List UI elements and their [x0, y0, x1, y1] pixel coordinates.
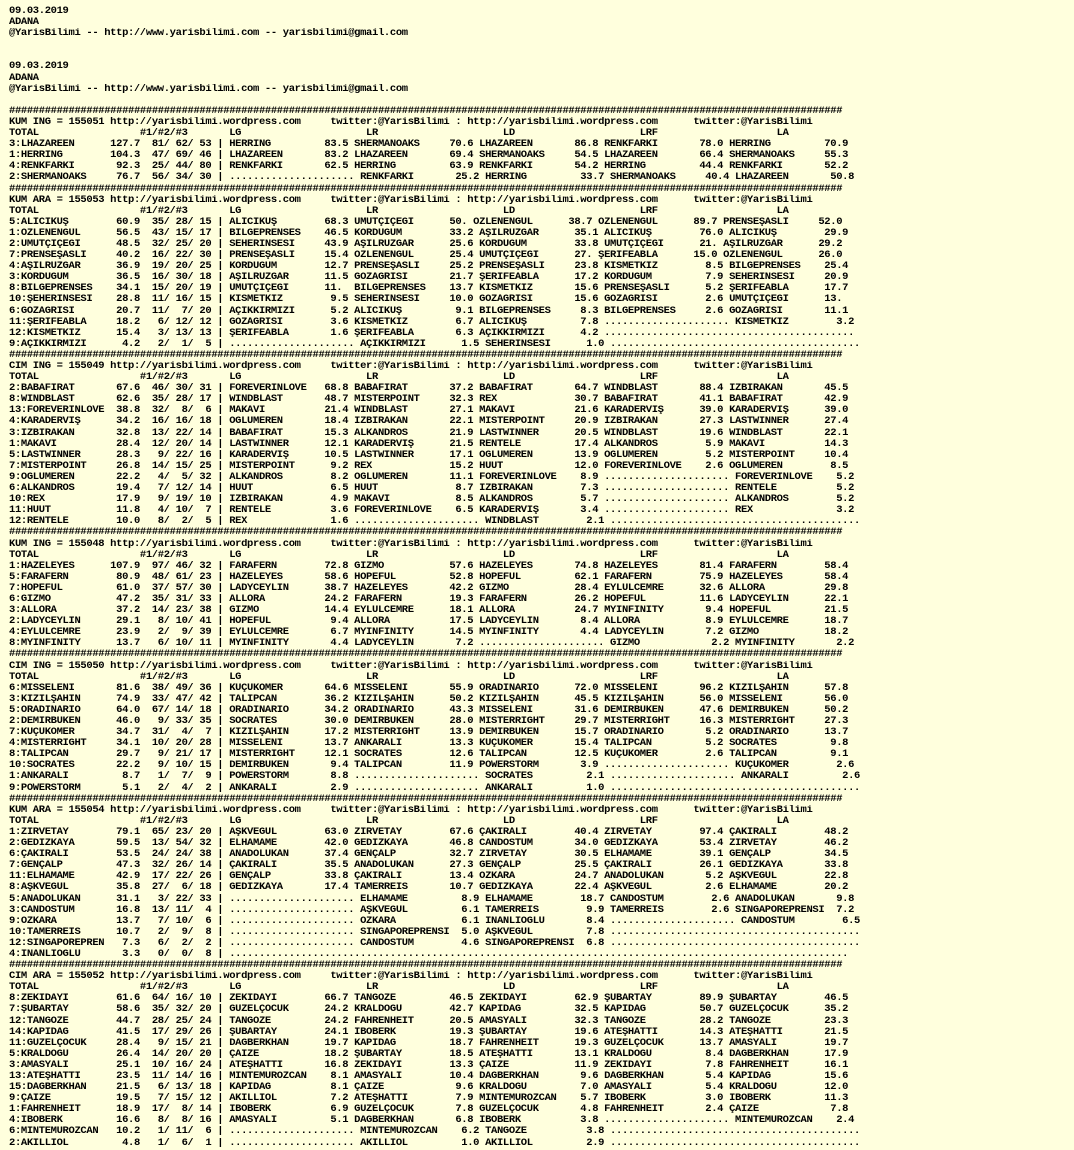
result-row: 3:İZBİRAKAN 32.8 13/ 22/ 14 | BABAFIRAT 15.3 ALKANDROS 21.9 LASTWINNER 20.5 WINDBLAST 19.6 WINDBLAST 22.1 [9, 427, 849, 439]
separator-line: ############################################################################################################################################ [9, 105, 843, 117]
race-section [9, 350, 1069, 528]
result-row: 10:ŞEHERİNSESİ 28.8 11/ 16/ 15 | KISMETKİZ 9.5 SEHERİNSESİ 10.0 GÖZAGRISI 15.6 GÖZAGRISI 2.6 UMUTÇİÇEĞİ 13. [9, 294, 843, 306]
result-row: 6:MISSELENİ 81.6 38/ 49/ 36 | KÜÇÜKÖMER 64.6 MISSELENİ 55.9 ORADINARIO 72.0 MISSELENİ 96.2 KIZILŞAHİN 57.8 [9, 682, 849, 694]
race-title: CIM ING = 155050 http://yarisbilimi.wordpress.com twitter:@YarisBilimi : http://yarisbilimi.wordpress.com twitter:@YarisBilimi [9, 660, 813, 672]
separator-line: ############################################################################################################################################ [9, 960, 843, 972]
separator-line: ############################################################################################################################################ [9, 649, 843, 661]
result-row: 4:İBOBERK 16.6 8/ 8/ 16 | AMASYALI 5.1 DAĞBERKHAN 6.8 İBOBERK 3.8 ..................... MİNTEMURÖZCAN 2.4 [9, 1115, 855, 1127]
column-header-row: TOTAL #1/#2/#3 LG LR LD LRF LA [9, 128, 789, 140]
result-row: 3:AMASYALI 25.1 10/ 16/ 24 | ATEŞHATTI 16.8 ZEKİDAYI 13.3 ÇAİZE 11.9 ZEKİDAYI 7.8 FAHRENHEİT 16.1 [9, 1059, 849, 1071]
result-row: 8:ZEKİDAYI 61.6 64/ 16/ 10 | ZEKİDAYI 66.7 TANGOZE 46.5 ZEKİDAYI 62.9 ŞUBARTAY 89.9 ŞUBARTAY 46.5 [9, 993, 849, 1005]
result-row: 4:KARADERVİŞ 34.2 16/ 16/ 18 | OGLUMEREN 18.4 İZBİRAKAN 22.1 MISTERPOINT 20.9 İZBİRAKAN 27.3 LASTWINNER 27.4 [9, 416, 849, 428]
header-line [9, 39, 1069, 50]
result-row: 4:MİSTERRIGHT 34.1 10/ 20/ 28 | MISSELENİ 13.7 ANKARALI 13.3 KÜÇÜKÖMER 15.4 TALİPCAN 5.2 SOCRATES 9.8 [9, 738, 849, 750]
result-row: 7:HOPEFUL 61.0 37/ 57/ 30 | LADYCEYLİN 38.7 HAZELEYES 42.2 GİZMO 28.4 EYLÜLCEMRE 32.6 ALLORA 29.8 [9, 582, 849, 594]
result-row: 9:POWERSTORM 5.1 2/ 4/ 2 | ANKARALI 2.9 ..................... ANKARALI 1.0 .......................................... [9, 782, 860, 794]
header-line: @YarisBilimi -- http://www.yarisbilimi.com -- yarisbilimi@gmail.com [9, 28, 408, 40]
header-line: ADANA [9, 17, 39, 29]
result-row: 4:RENKFARKI 92.3 25/ 44/ 80 | RENKFARKI 62.5 HERRING 63.9 RENKFARKI 54.2 HERRING 44.4 RENKFARKI 52.2 [9, 161, 849, 173]
race-section [9, 649, 1069, 793]
result-row: 10:REX 17.9 9/ 19/ 10 | İZBİRAKAN 4.9 MAKAVI 8.5 ALKANDROS 5.7 ..................... ALKANDROS 5.2 [9, 494, 855, 506]
result-row: 5:ANADOLUKAN 31.1 3/ 22/ 33 | ..................... ELHAMAME 8.9 ELHAMAME 18.7 CANDOSTUM 2.6 ANADOLUKAN 9.8 [9, 893, 855, 905]
result-row: 1:ZİRVETAY 79.1 65/ 23/ 20 | AŞKVEGÜL 63.0 ZİRVETAY 67.6 ÇAKIRALİ 40.4 ZİRVETAY 97.4 ÇAKIRALİ 48.2 [9, 826, 849, 838]
result-row: 1:HERRING 104.3 47/ 69/ 46 | LHAZAREEN 83.2 LHAZAREEN 69.4 SHERMANOAKS 54.5 LHAZAREEN 66.4 SHERMANOAKS 55.3 [9, 150, 849, 162]
result-row: 8:WINDBLAST 62.6 35/ 28/ 17 | WINDBLAST 48.7 MISTERPOINT 32.3 REX 30.7 BABAFIRAT 41.1 BABAFIRAT 42.9 [9, 394, 849, 406]
column-header-row: TOTAL #1/#2/#3 LG LR LD LRF LA [9, 982, 789, 994]
result-row: 13:ATEŞHATTI 23.5 11/ 14/ 16 | MİNTEMURÖZCAN 8.1 AMASYALI 10.4 DAĞBERKHAN 9.6 DAGBERKHAN 5.4 KAPIDAG 15.6 [9, 1071, 849, 1082]
race-section [9, 184, 1069, 350]
result-row: 10:TAMERREİS 10.7 2/ 9/ 8 | ..................... SİNGAPOREPRENSİ 5.0 AŞKVEGÜL 7.8 .......................................... [9, 926, 860, 938]
result-row: 12:RENTELE 10.0 8/ 2/ 5 | REX 1.6 ..................... WINDBLAST 2.1 .......................................... [9, 516, 860, 528]
result-row: 7:ŞUBARTAY 58.6 35/ 32/ 20 | GÜZELÇOCUK 24.2 KRALDOGU 42.7 KAPIDAG 32.5 KAPIDAĞ 50.7 GÜZELÇOCUK 35.2 [9, 1004, 849, 1016]
race-section [9, 527, 1069, 649]
column-header-row: TOTAL #1/#2/#3 LG LR LD LRF LA [9, 205, 789, 217]
column-header-row: TOTAL #1/#2/#3 LG LR LD LRF LA [9, 372, 789, 384]
separator-line: ############################################################################################################################################ [9, 527, 843, 539]
header-line: @YarisBilimi -- http://www.yarisbilimi.com -- yarisbilimi@gmail.com [9, 83, 408, 95]
result-row: 11:HUUT 11.8 4/ 10/ 7 | RENTELE 3.6 FOREVERINLOVE 6.5 KARADERVİŞ 3.4 ..................... REX 3.2 [9, 505, 855, 517]
header-line [9, 50, 1069, 61]
result-row: 2:LADYCEYLİN 29.1 8/ 10/ 41 | HOPEFUL 9.4 ALLORA 17.5 LADYCEYLİN 8.4 ALLORA 8.9 EYLÜLCEMRE 18.7 [9, 616, 849, 628]
report-header [9, 6, 1069, 106]
race-title: KUM ARA = 155053 http://yarisbilimi.wordpress.com twitter:@YarisBilimi : http://yarisbilimi.wordpress.com twitter:@YarisBilimi [9, 194, 813, 206]
result-row: 11:ŞERİFEABLA 18.2 6/ 12/ 12 | GÖZAGRISI 3.6 KISMETKİZ 6.7 ALICIKUŞ 7.8 ..................... KISMETKİZ 3.2 [9, 316, 855, 328]
separator-line: ############################################################################################################################################ [9, 183, 843, 195]
result-row: 11:ELHAMAME 42.9 17/ 22/ 26 | GENÇALP 33.8 ÇAKIRALİ 13.4 ÖZKARA 24.7 ANADOLUKAN 5.2 AŞKVEGÜL 22.8 [9, 871, 849, 883]
result-row: 5:KRALDOGU 26.4 14/ 20/ 20 | ÇAİZE 18.2 ŞUBARTAY 18.5 ATEŞHATTI 13.1 KRALDOĞU 8.4 DAĞBERKHAN 17.9 [9, 1048, 849, 1060]
result-row: 2:SHERMANOAKS 76.7 56/ 34/ 30 | ..................... RENKFARKI 25.2 HERRING 33.7 SHERMANOAKS 40.4 LHAZAREEN 50.8 [9, 172, 855, 184]
race-section [9, 106, 1069, 184]
result-row: 12:SİNGAPOREPREN 7.3 6/ 2/ 2 | ..................... CANDOSTUM 4.6 SİNGAPOREPRENSİ 6.8 .......................................... [9, 937, 860, 949]
result-row: 7:GENÇALP 47.3 32/ 26/ 14 | ÇAKIRALİ 35.5 ANADOLUKAN 27.3 GENÇALP 25.5 ÇAKIRALİ 26.1 GEDİZKAYA 33.8 [9, 860, 849, 872]
result-row: 3:LHAZAREEN 127.7 81/ 62/ 53 | HERRING 83.5 SHERMANOAKS 70.6 LHAZAREEN 86.8 RENKFARKI 78.0 HERRING 70.9 [9, 139, 849, 151]
result-row: 8:TALİPCAN 29.7 9/ 21/ 17 | MİSTERRIGHT 12.1 SOCRATES 12.6 TALİPCAN 12.5 KÜÇÜKÖMER 2.6 TALİPCAN 9.1 [9, 749, 849, 761]
result-row: 9:ÖZKARA 13.7 7/ 10/ 6 | ..................... ÖZKARA 6.1 İNANLIOĞLU 8.4 ..................... CANDOSTUM 6.5 [9, 915, 860, 927]
result-row: 12:TANGOZE 44.7 28/ 25/ 24 | TANGOZE 24.2 FAHRENHEİT 20.5 AMASYALI 32.3 TANGOZE 28.2 TANGOZE 23.3 [9, 1015, 849, 1027]
separator-line: ############################################################################################################################################ [9, 349, 843, 361]
race-title: KUM ING = 155048 http://yarisbilimi.wordpress.com twitter:@YarisBilimi : http://yarisbilimi.wordpress.com twitter:@YarisBilimi [9, 538, 813, 550]
result-row: 14:KAPIDAG 41.5 17/ 29/ 26 | ŞUBARTAY 24.1 İBOBERK 19.3 ŞUBARTAY 19.6 ATEŞHATTI 14.3 ATEŞHATTI 21.5 [9, 1026, 849, 1038]
result-row: 5:FARAFERN 80.9 48/ 61/ 23 | HAZELEYES 58.6 HOPEFUL 52.8 HOPEFUL 62.1 FARAFERN 75.9 HAZELEYES 58.4 [9, 571, 849, 583]
result-row: 6:MİNTEMURÖZCAN 10.2 1/ 11/ 6 | ..................... MİNTEMURÖZCAN 6.2 TANGOZE 3.8 .......................................... [9, 1126, 860, 1138]
result-row: 3:KIZILŞAHİN 74.9 33/ 47/ 42 | TALİPCAN 36.2 KIZILŞAHİN 50.2 KIZILŞAHİN 45.5 KIZILŞAHİN 56.0 MISSELENİ 56.0 [9, 693, 849, 705]
header-line: 09.03.2019 [9, 61, 69, 73]
result-row: 3:CANDOSTUM 16.8 13/ 11/ 4 | ..................... AŞKVEGÜL 6.1 TAMERREİS 9.9 TAMERREİS 2.6 SİNGAPOREPRENSİ 7.2 [9, 904, 855, 916]
column-header-row: TOTAL #1/#2/#3 LG LR LD LRF LA [9, 815, 789, 827]
result-row: 1:MAKAVI 28.4 12/ 20/ 14 | LASTWINNER 12.1 KARADERVİŞ 21.5 RENTELE 17.4 ALKANDROS 5.9 MAKAVI 14.3 [9, 438, 849, 450]
result-row: 6:GÖZAGRISI 20.7 11/ 7/ 20 | AÇIKKIRMIZI 5.2 ALICIKUŞ 9.1 BİLGEPRENSES 8.3 BİLGEPRENSES 2.6 GÖZAGRISI 11.1 [9, 305, 849, 317]
result-row: 7:MISTERPOINT 26.8 14/ 15/ 25 | MISTERPOINT 9.2 REX 15.2 HUUT 12.0 FOREVERINLOVE 2.6 OGLUMEREN 8.5 [9, 460, 849, 472]
header-line [9, 95, 1069, 106]
column-header-row: TOTAL #1/#2/#3 LG LR LD LRF LA [9, 549, 789, 561]
result-row: 4:AŞILRÜZGAR 36.9 19/ 20/ 25 | KORDÜĞÜM 12.7 PRENSEŞASLI 25.2 PRENSEŞASLI 23.8 KISMETKİZ 8.5 BİLGEPRENSES 25.4 [9, 261, 849, 273]
result-row: 13:FOREVERINLOVE 38.8 32/ 8/ 6 | MAKAVI 21.4 WINDBLAST 27.1 MAKAVI 21.6 KARADERVİŞ 39.0 KARADERVİŞ 39.0 [9, 405, 849, 417]
result-row: 5:LASTWINNER 28.3 9/ 22/ 16 | KARADERVİŞ 10.5 LASTWINNER 17.1 OGLUMEREN 13.9 OGLUMEREN 5.2 MISTERPOINT 10.4 [9, 449, 849, 461]
column-header-row: TOTAL #1/#2/#3 LG LR LD LRF LA [9, 671, 789, 683]
race-section [9, 794, 1069, 960]
result-row: 8:AŞKVEGÜL 35.8 27/ 6/ 18 | GEDİZKAYA 17.4 TAMERREİS 10.7 GEDİZKAYA 22.4 AŞKVEGÜL 2.6 ELHAMAME 20.2 [9, 882, 849, 894]
result-row: 5:ORADİNARIO 64.0 67/ 14/ 18 | ORADINARIO 34.2 ORADİNARIO 43.3 MISSELENİ 31.6 DEMİRBÜKEN 47.6 DEMİRBÜKEN 50.2 [9, 704, 849, 716]
result-row: 3:KORDÜĞÜM 36.5 16/ 30/ 18 | AŞILRÜZGAR 11.5 GÖZAGRISI 21.7 ŞERİFEABLA 17.2 KORDÜĞÜM 7.9 SEHERİNSESİ 20.9 [9, 272, 849, 284]
race-sections [9, 106, 1069, 1149]
separator-line: ############################################################################################################################################ [9, 793, 843, 805]
result-row: 2:BABAFIRAT 67.6 46/ 30/ 31 | FOREVERINLOVE 68.8 BABAFIRAT 37.2 BABAFIRAT 64.7 WINDBLAST 88.4 İZBİRAKAN 45.5 [9, 383, 849, 395]
result-row: 5:ALICIKUŞ 60.9 35/ 28/ 15 | ALICIKUŞ 68.3 UMUTÇİÇEĞİ 50. ÖZLENENGÜL 38.7 ÖZLENENGÜL 89.7 PRENSEŞASLI 52.0 [9, 216, 843, 228]
result-row: 9:ÇAİZE 19.5 7/ 15/ 12 | AKILLIOL 7.2 ATEŞHATTI 7.9 MİNTEMURÖZCAN 5.7 İBOBERK 3.0 İBOBERK 11.3 [9, 1093, 849, 1105]
result-row: 6:GİZMO 47.2 35/ 31/ 33 | ALLORA 24.2 FARAFERN 19.3 FARAFERN 26.2 HOPEFUL 11.6 LADYCEYLİN 22.1 [9, 593, 849, 605]
result-row: 2:UMUTÇİÇEĞİ 48.5 32/ 25/ 20 | SEHERİNSESİ 43.9 AŞILRÜZGAR 25.6 KORDÜĞÜM 33.8 UMUTÇİÇEĞİ 21. AŞILRÜZGAR 29.2 [9, 238, 843, 250]
result-row: 8:MYINFINITY 13.7 6/ 10/ 11 | MYINFINITY 4.4 LADYCEYLİN 7.2 ..................... GİZMO 2.2 MYINFINITY 2.2 [9, 638, 855, 650]
result-row: 7:PRENSEŞASLI 40.2 16/ 22/ 30 | PRENSEŞASLI 15.4 ÖZLENENGÜL 25.4 UMUTÇİÇEĞİ 27. ŞERİFEABLA 15.0 ÖZLENENGÜL 26.0 [9, 250, 843, 262]
result-row: 1:ÖZLENENGÜL 56.5 43/ 15/ 17 | BİLGEPRENSES 46.5 KORDÜĞÜM 33.2 AŞILRÜZGAR 35.1 ALICIKUŞ 76.0 ALICIKUŞ 29.9 [9, 227, 849, 239]
result-row: 2:AKILLIOL 4.8 1/ 6/ 1 | ..................... AKILLIOL 1.0 AKILLIOL 2.9 .......................................... [9, 1137, 860, 1149]
result-row: 11:GÜZELÇOCUK 28.4 9/ 15/ 21 | DAĞBERKHAN 19.7 KAPIDAG 18.7 FAHRENHEİT 19.3 GÜZELÇOCUK 13.7 AMASYALI 19.7 [9, 1037, 849, 1049]
result-row: 3:ALLORA 37.2 14/ 23/ 38 | GİZMO 14.4 EYLÜLCEMRE 18.1 ALLORA 24.7 MYINFINITY 9.4 HOPEFUL 21.5 [9, 605, 849, 617]
result-row: 4:EYLÜLCEMRE 23.9 2/ 9/ 39 | EYLÜLCEMRE 6.7 MYINFINITY 14.5 MYINFINITY 4.4 LADYCEYLİN 7.2 GİZMO 18.2 [9, 627, 849, 639]
result-row: 15:DAĞBERKHAN 21.5 6/ 13/ 18 | KAPIDAG 8.1 ÇAİZE 9.6 KRALDOGU 7.0 AMASYALI 5.4 KRALDOGU 12.0 [9, 1082, 849, 1094]
result-row: 12:KISMETKİZ 15.4 3/ 13/ 13 | ŞERİFEABLA 1.6 ŞERİFEABLA 6.3 AÇIKKIRMIZI 4.2 .......................................... [9, 327, 855, 339]
race-title: CIM ARA = 155052 http://yarisbilimi.wordpress.com twitter:@YarisBilimi : http://yarisbilimi.wordpress.com twitter:@YarisBilimi [9, 971, 813, 983]
race-title: CIM ING = 155049 http://yarisbilimi.wordpress.com twitter:@YarisBilimi : http://yarisbilimi.wordpress.com twitter:@YarisBilimi [9, 361, 813, 372]
race-section [9, 960, 1069, 1149]
result-row: 2:GEDİZKAYA 59.5 13/ 54/ 32 | ELHAMAME 42.0 GEDİZKAYA 46.8 CANDOSTUM 34.0 GEDİZKAYA 53.4 ZİRVETAY 46.2 [9, 838, 849, 850]
race-report-document [9, 6, 1069, 1149]
header-line: ADANA [9, 72, 39, 84]
result-row: 7:KÜÇÜKÖMER 34.7 31/ 4/ 7 | KIZILŞAHİN 17.2 MISTERRIGHT 13.9 DEMİRBÜKEN 15.7 ORADINARIO 5.2 ORADINARIO 13.7 [9, 727, 849, 739]
result-row: 1:FAHRENHEİT 18.9 17/ 8/ 14 | İBOBERK 6.9 GÜZELÇOCUK 7.8 GÜZELÇOCUK 4.8 FAHRENHEİT 2.4 ÇAİZE 7.8 [9, 1104, 849, 1116]
result-row: 8:BİLGEPRENSES 34.1 15/ 20/ 19 | UMUTÇİÇEĞİ 11. BİLGEPRENSES 13.7 KİSMETKİZ 15.6 PRENSEŞASLI 5.2 ŞERİFEABLA 17.7 [9, 283, 849, 295]
result-row: 9:OGLUMEREN 22.2 4/ 5/ 32 | ALKANDROS 8.2 OGLUMEREN 11.1 FOREVERINLOVE 8.9 ..................... FOREVERINLOVE 5.2 [9, 471, 855, 483]
header-line: 09.03.2019 [9, 6, 69, 17]
result-row: 6:ÇAKIRALİ 53.5 24/ 24/ 38 | ANADOLUKAN 37.4 GENÇALP 32.7 ZİRVETAY 30.5 ELHAMAME 39.1 GENÇALP 34.5 [9, 849, 849, 861]
race-title: KUM ING = 155051 http://yarisbilimi.wordpress.com twitter:@YarisBilimi : http://yarisbilimi.wordpress.com twitter:@YarisBilimi [9, 116, 813, 128]
result-row: 9:AÇIKKIRMIZI 4.2 2/ 1/ 5 | ..................... AÇIKKIRMIZI 1.5 SEHERİNSESİ 1.0 .......................................... [9, 338, 860, 350]
race-title: KUM ARA = 155054 http://yarisbilimi.wordpress.com twitter:@YarisBilimi : http://yarisbilimi.wordpress.com twitter:@YarisBilimi [9, 804, 813, 816]
result-row: 10:SOCRATES 22.2 9/ 10/ 15 | DEMİRBÜKEN 9.4 TALİPCAN 11.9 POWERSTORM 3.9 ..................... KÜÇÜKÖMER 2.6 [9, 760, 855, 772]
result-row: 1:HAZELEYES 107.9 97/ 46/ 32 | FARAFERN 72.8 GİZMO 57.6 HAZELEYES 74.8 HAZELEYES 81.4 FARAFERN 58.4 [9, 560, 849, 572]
result-row: 1:ANKARALI 8.7 1/ 7/ 9 | POWERSTORM 8.8 ..................... SOCRATES 2.1 ..................... ANKARALI 2.6 [9, 771, 860, 783]
result-row: 4:İNANLIOĞLU 3.3 0/ 0/ 8 | ........................................................................................................ [9, 948, 849, 960]
result-row: 2:DEMİRBÜKEN 46.0 9/ 33/ 35 | SOCRATES 30.0 DEMİRBÜKEN 28.0 MİSTERRIGHT 29.7 MISTERRIGHT 16.3 MISTERRIGHT 27.3 [9, 716, 849, 727]
result-row: 6:ALKANDROS 19.4 7/ 12/ 14 | HUUT 6.5 HUUT 8.7 İZBİRAKAN 7.3 ..................... RENTELE 5.2 [9, 483, 855, 495]
